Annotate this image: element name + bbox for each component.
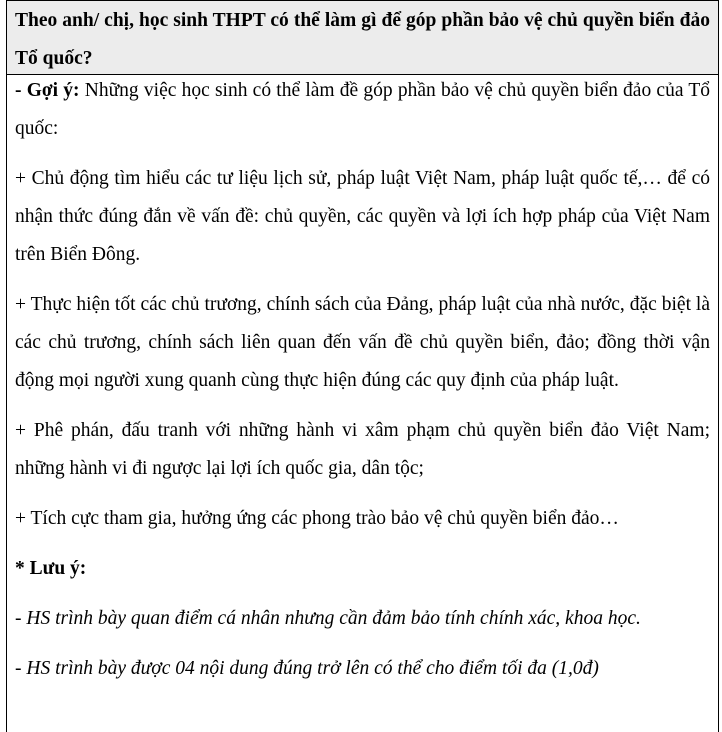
question-text: Theo anh/ chị, học sinh THPT có thể làm gì để góp phần bảo vệ chủ quyền biển đảo Tổ quốc? <box>15 10 710 69</box>
hint-label: - Gợi ý: <box>15 80 80 101</box>
note-2: - HS trình bày được 04 nội dung đúng trở lên có thể cho điểm tối đa (1,0đ) <box>15 658 599 679</box>
point-1: + Chủ động tìm hiểu các tư liệu lịch sử, pháp luật Việt Nam, pháp luật quốc tế,… để có nhận thức đúng đắn về vấn đề: chủ quyền, các quyền và lợi ích hợp pháp của Việt Nam trên Biển Đông. <box>15 168 710 265</box>
answer-table <box>6 0 719 732</box>
point-2: + Thực hiện tốt các chủ trương, chính sách của Đảng, pháp luật của nhà nước, đặc biệt là các chủ trương, chính sách liên quan đến vấn đề chủ quyền biển, đảo; đồng thời vận động mọi người xung quanh cùng thực hiện đúng các quy định của pháp luật. <box>15 294 710 391</box>
note-label: * Lưu ý: <box>15 558 87 579</box>
hint-text: Những việc học sinh có thể làm đề góp phần bảo vệ chủ quyền biển đảo của Tổ quốc: <box>15 80 710 139</box>
note-1: - HS trình bày quan điểm cá nhân nhưng cần đảm bảo tính chính xác, khoa học. <box>15 608 641 629</box>
point-3: + Phê phán, đấu tranh với những hành vi xâm phạm chủ quyền biển đảo Việt Nam; những hành vi đi ngược lại lợi ích quốc gia, dân tộc; <box>15 420 710 479</box>
question-cell <box>7 1 718 75</box>
hint-paragraph <box>15 72 710 148</box>
point-4: + Tích cực tham gia, hưởng ứng các phong trào bảo vệ chủ quyền biển đảo… <box>15 508 619 529</box>
answer-cell <box>7 72 718 688</box>
